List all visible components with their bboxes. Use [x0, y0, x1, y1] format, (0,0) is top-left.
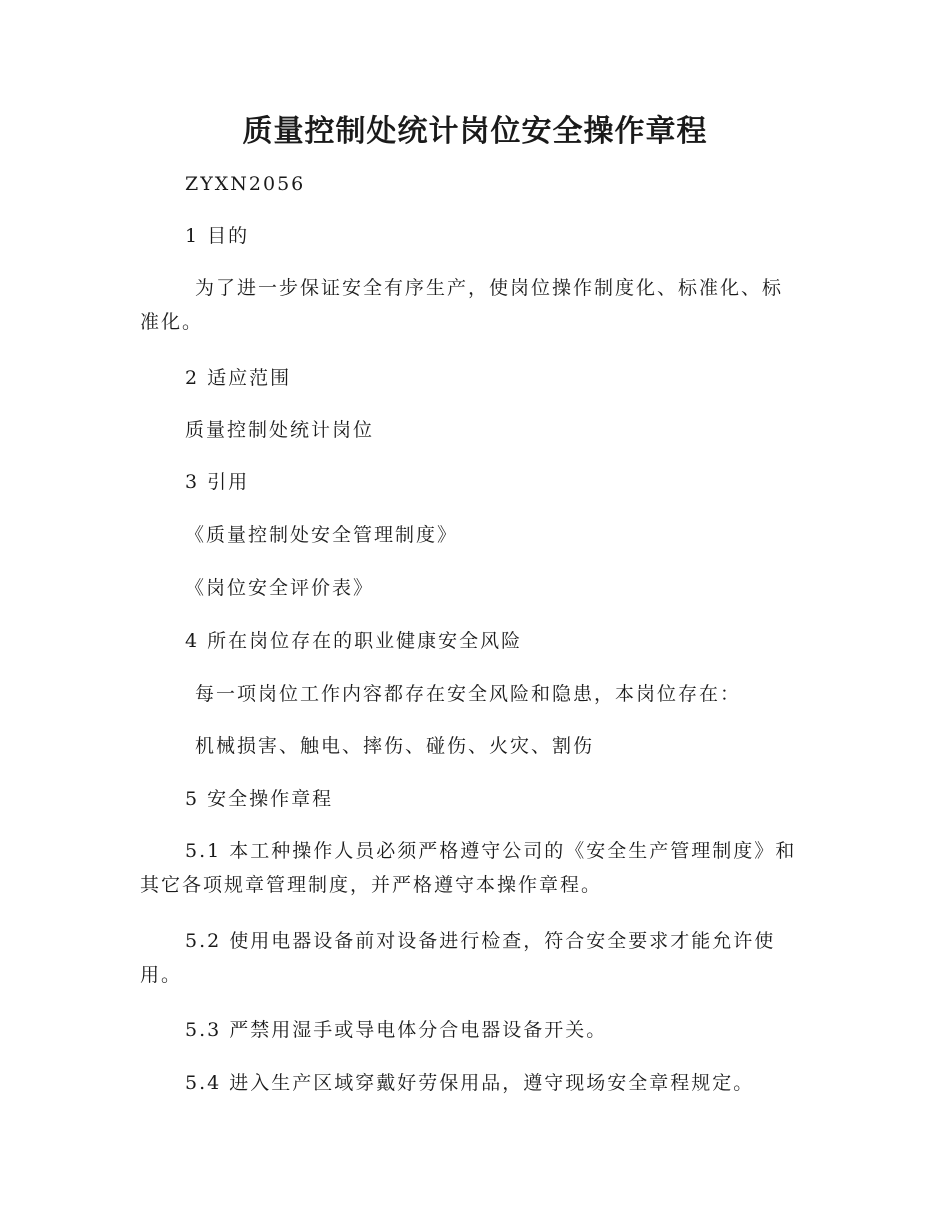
section-2-text: 质量控制处统计岗位 — [185, 419, 375, 441]
section-4-heading: 4 所在岗位存在的职业健康安全风险 — [185, 630, 523, 652]
clause-5-4: 5.4 进入生产区域穿戴好劳保用品，遵守现场安全章程规定。 — [185, 1072, 755, 1094]
section-3-reference-2: 《岗位安全评价表》 — [185, 577, 375, 599]
section-3-reference-1: 《质量控制处安全管理制度》 — [185, 524, 459, 546]
clause-5-1: 5.1 本工种操作人员必须严格遵守公司的《安全生产管理制度》和 — [185, 840, 797, 862]
document-title: 质量控制处统计岗位安全操作章程 — [242, 114, 708, 149]
section-4-text: 每一项岗位工作内容都存在安全风险和隐患，本岗位存在： — [195, 683, 742, 705]
section-1-heading: 1 目的 — [185, 225, 250, 247]
section-4-risk-list: 机械损害、触电、摔伤、碰伤、火灾、割伤 — [195, 735, 595, 757]
clause-5-3: 5.3 严禁用湿手或导电体分合电器设备开关。 — [185, 1019, 608, 1041]
section-1-text-continued: 准化。 — [140, 311, 204, 333]
section-1-text: 为了进一步保证安全有序生产，使岗位操作制度化、标准化、标 — [195, 277, 784, 299]
document-code: ZYXN2056 — [185, 173, 306, 195]
section-5-heading: 5 安全操作章程 — [185, 788, 334, 810]
clause-5-2: 5.2 使用电器设备前对设备进行检查，符合安全要求才能允许使 — [185, 930, 776, 952]
clause-5-1-continued: 其它各项规章管理制度，并严格遵守本操作章程。 — [140, 874, 603, 896]
section-3-heading: 3 引用 — [185, 471, 250, 493]
section-2-heading: 2 适应范围 — [185, 367, 292, 389]
clause-5-2-continued: 用。 — [140, 964, 183, 986]
